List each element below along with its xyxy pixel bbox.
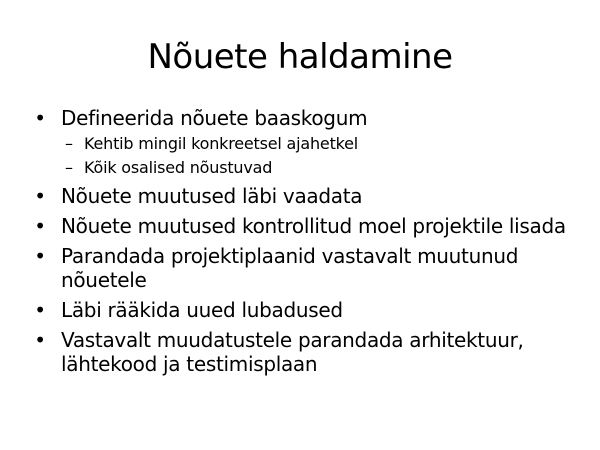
bullet-text: Läbi rääkida uued lubadused xyxy=(61,298,343,322)
bullet-text-line: nõuetele xyxy=(61,268,147,292)
bullet-icon: • xyxy=(34,214,46,238)
bullet-item xyxy=(30,244,590,292)
bullet-text: Nõuete muutused kontrollitud moel projektile lisada xyxy=(61,214,566,238)
bullet-item xyxy=(30,106,590,178)
bullet-icon: • xyxy=(34,298,46,322)
sub-bullet-item xyxy=(65,134,590,154)
bullet-text: Nõuete muutused läbi vaadata xyxy=(61,184,363,208)
bullet-item xyxy=(30,298,590,322)
slide-title: Nõuete haldamine xyxy=(147,37,453,77)
bullet-text: Defineerida nõuete baaskogum xyxy=(61,106,368,130)
sub-bullet-text: Kehtib mingil konkreetsel ajahetkel xyxy=(84,134,359,153)
bullet-item xyxy=(30,328,590,376)
bullet-item xyxy=(30,184,590,208)
sub-bullet-item xyxy=(65,158,590,178)
bullet-text-line: Parandada projektiplaanid vastavalt muutunud xyxy=(61,244,519,268)
bullet-item xyxy=(30,214,590,238)
bullet-text-line: lähtekood ja testimisplaan xyxy=(61,352,318,376)
dash-icon: – xyxy=(65,134,73,153)
bullet-text-line: Vastavalt muudatustele parandada arhitektuur, xyxy=(61,328,524,352)
bullet-icon: • xyxy=(34,244,46,268)
sub-bullet-list xyxy=(65,134,590,178)
bullet-icon: • xyxy=(34,106,46,130)
dash-icon: – xyxy=(65,158,73,177)
bullet-icon: • xyxy=(34,184,46,208)
bullet-list xyxy=(30,106,590,382)
sub-bullet-text: Kõik osalised nõustuvad xyxy=(84,158,273,177)
bullet-icon: • xyxy=(34,328,46,352)
